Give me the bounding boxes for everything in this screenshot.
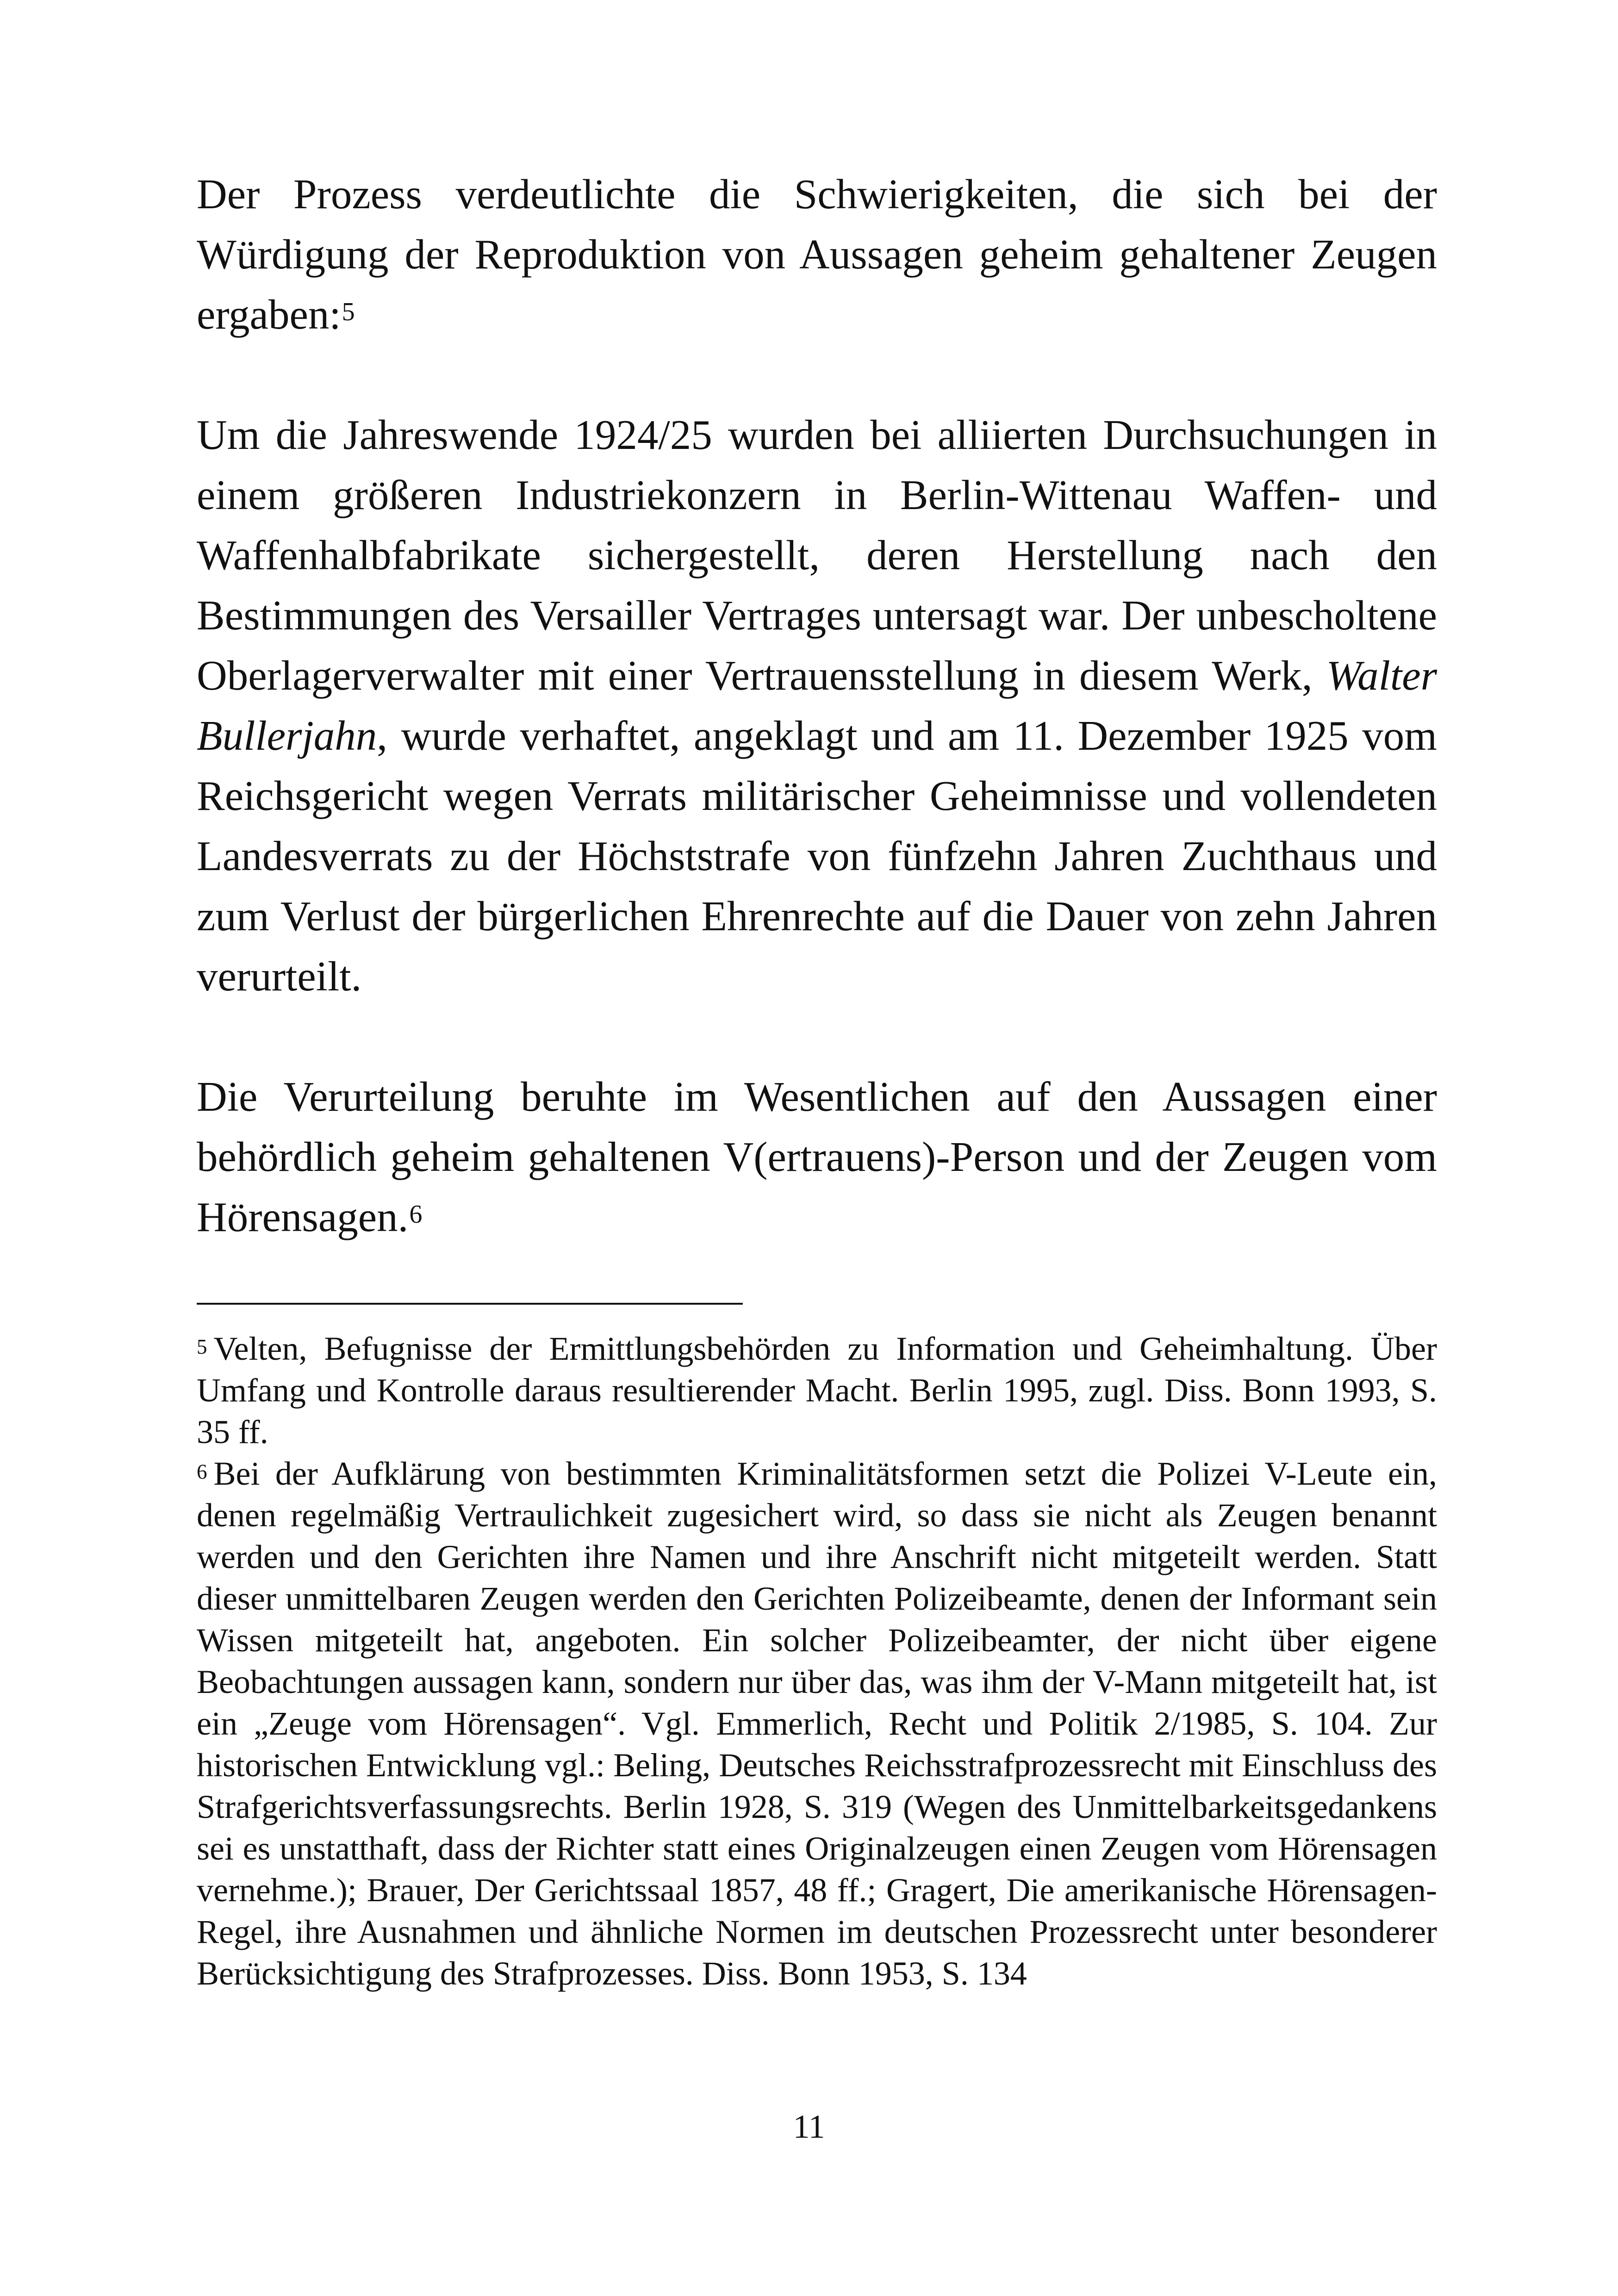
- footnote-5: [197, 1328, 1437, 1453]
- footnote-6: [197, 1453, 1437, 1994]
- footnote-6-text: Bei der Aufklärung von bestimmten Kriminalitätsformen setzt die Polizei V-Leute ein, denen regelmäßig Vertraulichkeit zugesichert wird, so dass sie nicht als Zeugen benannt werden und den Gerichten ihre Namen und ihre Anschrift nicht mitgeteilt werden. Statt dieser unmittelbaren Zeugen werden den Gerichten Polizeibeamte, denen der Informant sein Wissen mitgeteilt hat, angeboten. Ein solcher Polizeibeamter, der nicht über eigene Beobachtungen aussagen kann, sondern nur über das, was ihm der V-Mann mitgeteilt hat, ist ein „Zeuge vom Hörensagen“. Vgl. Emmerlich, Recht und Politik 2/1985, S. 104. Zur historischen Entwicklung vgl.: Beling, Deutsches Reichsstrafprozessrecht mit Einschluss des Strafgerichtsverfassungsrechts. Berlin 1928, S. 319 (Wegen des Unmittelbarkeitsgedankens sei es unstatthaft, dass der Richter statt eines Originalzeugen einen Zeugen vom Hörensagen vernehme.); Brauer, Der Gerichtssaal 1857, 48 ff.; Gragert, Die amerikanische Hörensagen-Regel, ihre Ausnahmen und ähnliche Normen im deutschen Prozessrecht unter besonderer Berücksichtigung des Strafprozesses. Diss. Bonn 1953, S. 134: [197, 1455, 1437, 1992]
- paragraph-2-text-end: , wurde verhaftet, angeklagt und am 11. Dezember 1925 vom Reichsgericht wegen Verrats militärischer Geheimnisse und vollendeten Landesverrats zu der Höchststrafe von fünfzehn Jahren Zuchthaus und zum Verlust der bürgerlichen Ehrenrechte auf die Dauer von zehn Jahren verurteilt.: [197, 712, 1437, 1000]
- footnote-reference-5[interactable]: 5: [342, 298, 355, 326]
- paragraph-2-text-start: Um die Jahreswende 1924/25 wurden bei alliierten Durchsuchungen in einem größeren Industriekonzern in Berlin-Wittenau Waffen- und Waffenhalbfabrikate sichergestellt, deren Herstellung nach den Bestimmungen des Versailler Vertrages untersagt war. Der unbescholtene Oberlagerverwalter mit einer Vertrauensstellung in diesem Werk,: [197, 411, 1437, 699]
- paragraph-1-text: Der Prozess verdeutlichte die Schwierigkeiten, die sich bei der Würdigung der Reproduktion von Aussagen geheim gehaltener Zeugen ergaben:: [197, 171, 1437, 338]
- footnote-5-text: Velten, Befugnisse der Ermittlungsbehörden zu Information und Geheimhaltung. Über Umfang und Kontrolle daraus resultierender Macht. Berlin 1995, zugl. Diss. Bonn 1993, S. 35 ff.: [197, 1330, 1437, 1450]
- paragraph-3: [197, 1067, 1437, 1247]
- footnote-separator: [197, 1303, 743, 1305]
- page-number: 11: [793, 2108, 825, 2145]
- footnote-5-number: 5: [197, 1335, 207, 1358]
- page-body: [197, 164, 1437, 1994]
- footnote-reference-6[interactable]: 6: [409, 1200, 423, 1229]
- person-name-italic: Walter Bullerjahn: [197, 652, 1437, 759]
- footnote-6-number: 6: [197, 1460, 207, 1483]
- paragraph-1: [197, 164, 1437, 345]
- paragraph-3-text: Die Verurteilung beruhte im Wesentlichen auf den Aussagen einer behördlich geheim gehaltenen V(ertrauens)-Person und der Zeugen vom Hörensagen.: [197, 1073, 1437, 1240]
- paragraph-2: [197, 405, 1437, 1007]
